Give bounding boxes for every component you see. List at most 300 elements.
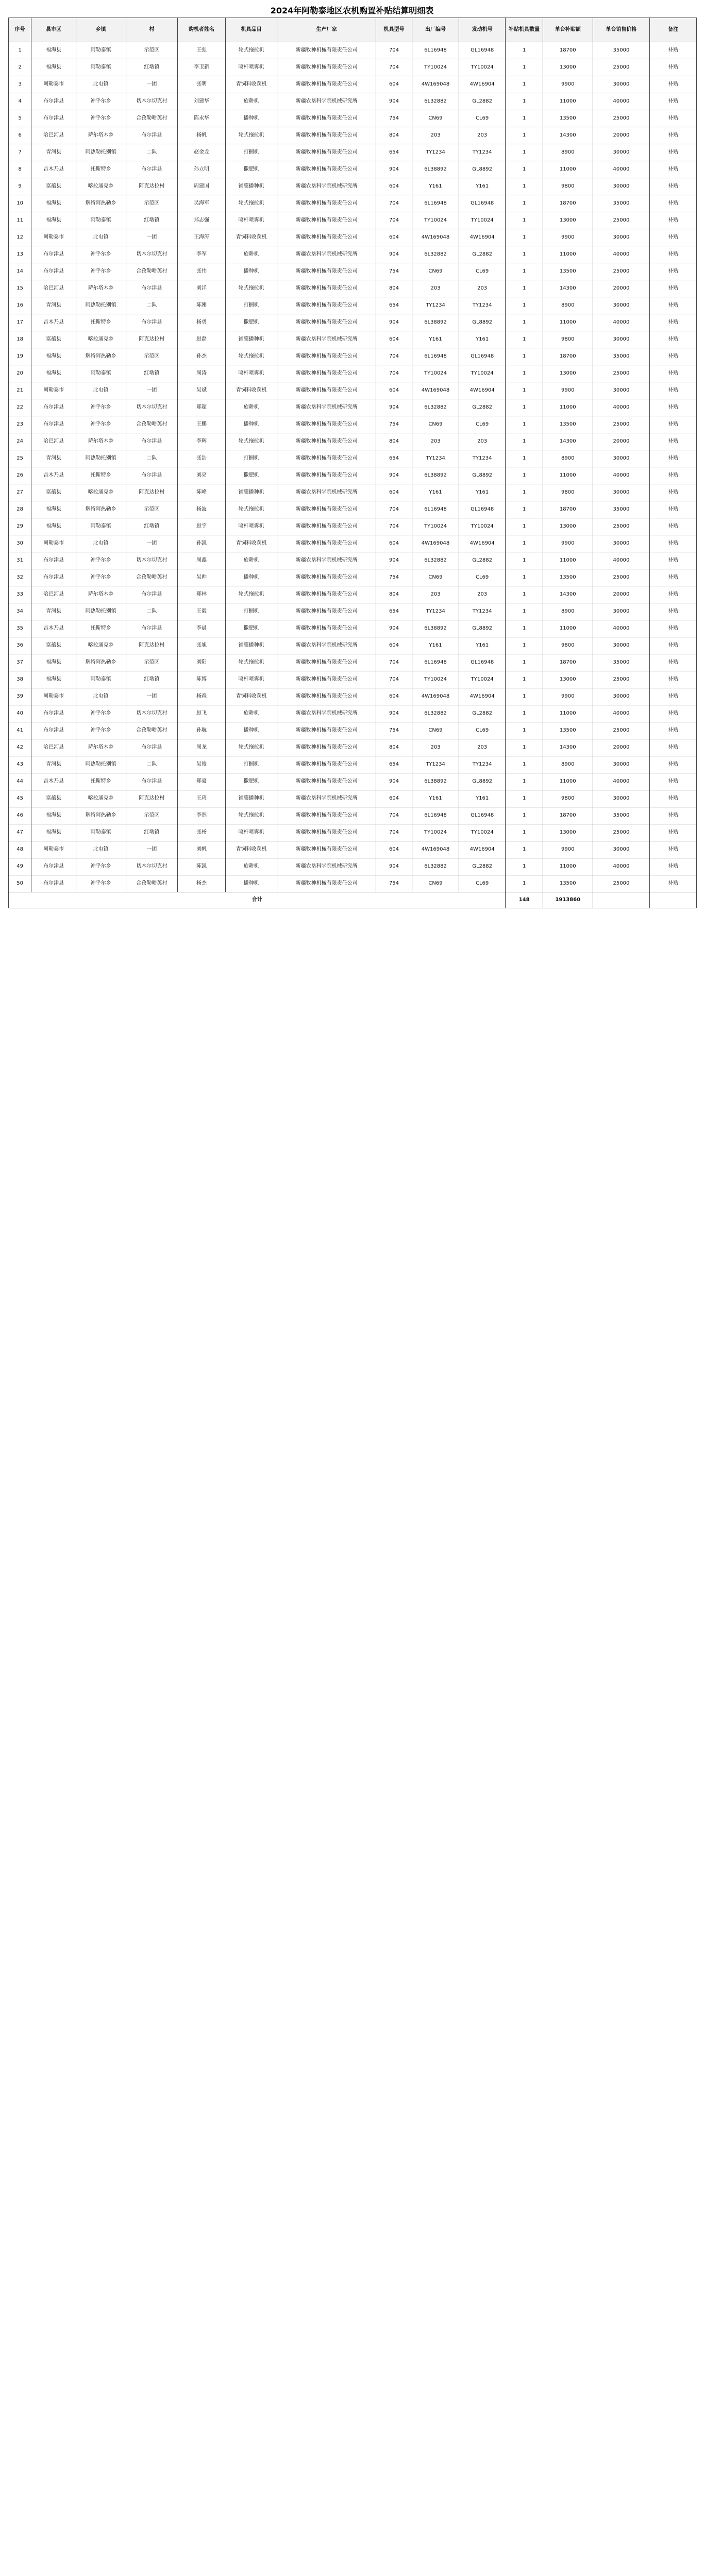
cell-engine: CL69 (459, 569, 506, 586)
cell-engine: GL8892 (459, 773, 506, 790)
cell-buyer: 张浩 (178, 450, 226, 467)
cell-town: 北屯镇 (76, 841, 126, 858)
cell-engine: Y161 (459, 178, 506, 195)
cell-seq: 15 (9, 280, 31, 297)
cell-subsidy: 11000 (543, 161, 593, 178)
cell-buyer: 刘亮 (178, 467, 226, 484)
cell-seq: 21 (9, 382, 31, 399)
cell-qty: 1 (506, 620, 543, 637)
cell-engine: CL69 (459, 263, 506, 280)
cell-village: 合孜勒哈英村 (126, 263, 178, 280)
cell-seq: 24 (9, 433, 31, 450)
cell-price: 35000 (593, 501, 650, 518)
cell-subsidy: 9800 (543, 790, 593, 807)
cell-remark: 补贴 (650, 807, 697, 824)
cell-serial: 6L38892 (412, 161, 459, 178)
cell-town: 冲乎尔乡 (76, 399, 126, 416)
cell-serial: TY1234 (412, 603, 459, 620)
cell-serial: 6L32882 (412, 552, 459, 569)
cell-maker: 新疆牧神机械有限责任公司 (277, 450, 376, 467)
cell-town: 阿热勒托别镇 (76, 756, 126, 773)
cell-machine: 青饲料收获机 (225, 841, 277, 858)
cell-serial: 6L32882 (412, 399, 459, 416)
cell-qty: 1 (506, 263, 543, 280)
cell-maker: 新疆牧神机械有限责任公司 (277, 688, 376, 705)
cell-county: 吉木乃县 (31, 773, 76, 790)
cell-engine: 4W16904 (459, 841, 506, 858)
cell-model: 654 (376, 603, 412, 620)
cell-town: 喀拉通克乡 (76, 331, 126, 348)
cell-machine: 旋耕机 (225, 552, 277, 569)
cell-maker: 新疆农垦科学院机械研究所 (277, 93, 376, 110)
cell-remark: 补贴 (650, 382, 697, 399)
cell-price: 30000 (593, 450, 650, 467)
cell-seq: 4 (9, 93, 31, 110)
cell-seq: 29 (9, 518, 31, 535)
cell-remark: 补贴 (650, 42, 697, 59)
cell-village: 红墩镇 (126, 365, 178, 382)
cell-engine: 4W16904 (459, 382, 506, 399)
cell-county: 富蕴县 (31, 331, 76, 348)
table-row (9, 280, 697, 297)
cell-engine: TY10024 (459, 365, 506, 382)
cell-engine: Y161 (459, 484, 506, 501)
cell-town: 阿勒泰镇 (76, 59, 126, 76)
table-row (9, 773, 697, 790)
cell-village: 布尔津县 (126, 314, 178, 331)
cell-village: 布尔津县 (126, 280, 178, 297)
cell-maker: 新疆农垦科学院机械研究所 (277, 705, 376, 722)
cell-seq: 13 (9, 246, 31, 263)
table-row (9, 841, 697, 858)
cell-qty: 1 (506, 603, 543, 620)
cell-remark: 补贴 (650, 110, 697, 127)
cell-machine: 打捆机 (225, 603, 277, 620)
cell-town: 冲乎尔乡 (76, 416, 126, 433)
cell-model: 654 (376, 450, 412, 467)
cell-price: 20000 (593, 739, 650, 756)
table-row (9, 535, 697, 552)
cell-county: 布尔津县 (31, 246, 76, 263)
cell-machine: 播种机 (225, 263, 277, 280)
cell-buyer: 刘阳 (178, 654, 226, 671)
cell-machine: 打捆机 (225, 144, 277, 161)
cell-town: 萨尔塔木乡 (76, 433, 126, 450)
cell-price: 20000 (593, 127, 650, 144)
cell-village: 阿克达拉村 (126, 331, 178, 348)
cell-village: 合孜勒哈英村 (126, 110, 178, 127)
cell-maker: 新疆牧神机械有限责任公司 (277, 773, 376, 790)
cell-buyer: 赵金龙 (178, 144, 226, 161)
cell-qty: 1 (506, 875, 543, 892)
cell-buyer: 杨帆 (178, 127, 226, 144)
cell-town: 阿热勒托别镇 (76, 450, 126, 467)
table-row (9, 59, 697, 76)
cell-qty: 1 (506, 722, 543, 739)
cell-remark: 补贴 (650, 433, 697, 450)
cell-maker: 新疆牧神机械有限责任公司 (277, 467, 376, 484)
col-serial: 出厂编号 (412, 18, 459, 42)
cell-village: 示范区 (126, 654, 178, 671)
cell-qty: 1 (506, 110, 543, 127)
cell-subsidy: 11000 (543, 467, 593, 484)
cell-serial: 6L16948 (412, 501, 459, 518)
cell-qty: 1 (506, 484, 543, 501)
cell-serial: TY1234 (412, 450, 459, 467)
cell-price: 30000 (593, 841, 650, 858)
cell-model: 754 (376, 263, 412, 280)
cell-price: 30000 (593, 603, 650, 620)
cell-maker: 新疆牧神机械有限责任公司 (277, 416, 376, 433)
cell-remark: 补贴 (650, 586, 697, 603)
cell-remark: 补贴 (650, 365, 697, 382)
cell-county: 阿勒泰市 (31, 229, 76, 246)
cell-buyer: 郑林 (178, 586, 226, 603)
cell-model: 654 (376, 297, 412, 314)
cell-model: 904 (376, 467, 412, 484)
cell-price: 40000 (593, 620, 650, 637)
cell-engine: 203 (459, 433, 506, 450)
total-row (9, 892, 697, 908)
cell-subsidy: 18700 (543, 807, 593, 824)
cell-machine: 青饲料收获机 (225, 76, 277, 93)
cell-maker: 新疆牧神机械有限责任公司 (277, 654, 376, 671)
cell-model: 604 (376, 841, 412, 858)
cell-county: 阿勒泰市 (31, 688, 76, 705)
cell-qty: 1 (506, 671, 543, 688)
cell-subsidy: 13500 (543, 569, 593, 586)
cell-qty: 1 (506, 637, 543, 654)
cell-seq: 9 (9, 178, 31, 195)
cell-serial: 6L16948 (412, 654, 459, 671)
cell-county: 青河县 (31, 144, 76, 161)
cell-village: 切木尔切克村 (126, 858, 178, 875)
table-row (9, 518, 697, 535)
table-row (9, 875, 697, 892)
cell-engine: GL8892 (459, 467, 506, 484)
cell-price: 25000 (593, 824, 650, 841)
cell-machine: 铺膜播种机 (225, 178, 277, 195)
cell-machine: 打捆机 (225, 756, 277, 773)
cell-serial: TY10024 (412, 824, 459, 841)
cell-model: 804 (376, 586, 412, 603)
cell-county: 福海县 (31, 348, 76, 365)
cell-price: 25000 (593, 569, 650, 586)
total-quantity: 148 (506, 892, 543, 908)
cell-serial: 6L32882 (412, 705, 459, 722)
table-row (9, 807, 697, 824)
table-row (9, 450, 697, 467)
cell-subsidy: 14300 (543, 739, 593, 756)
cell-maker: 新疆牧神机械有限责任公司 (277, 365, 376, 382)
cell-serial: 203 (412, 127, 459, 144)
cell-village: 红墩镇 (126, 824, 178, 841)
cell-model: 904 (376, 858, 412, 875)
cell-price: 40000 (593, 705, 650, 722)
table-row (9, 467, 697, 484)
cell-serial: TY10024 (412, 365, 459, 382)
cell-town: 冲乎尔乡 (76, 858, 126, 875)
cell-seq: 43 (9, 756, 31, 773)
cell-seq: 6 (9, 127, 31, 144)
cell-model: 704 (376, 518, 412, 535)
cell-engine: TY10024 (459, 824, 506, 841)
cell-village: 合孜勒哈英村 (126, 722, 178, 739)
cell-price: 25000 (593, 518, 650, 535)
cell-seq: 38 (9, 671, 31, 688)
cell-buyer: 周建国 (178, 178, 226, 195)
cell-machine: 轮式拖拉机 (225, 42, 277, 59)
cell-village: 布尔津县 (126, 127, 178, 144)
cell-seq: 40 (9, 705, 31, 722)
cell-maker: 新疆农垦科学院机械研究所 (277, 331, 376, 348)
cell-village: 红墩镇 (126, 671, 178, 688)
cell-village: 一团 (126, 841, 178, 858)
cell-machine: 喷杆喷雾机 (225, 59, 277, 76)
cell-seq: 30 (9, 535, 31, 552)
cell-qty: 1 (506, 42, 543, 59)
cell-maker: 新疆牧神机械有限责任公司 (277, 518, 376, 535)
cell-buyer: 王海涛 (178, 229, 226, 246)
cell-buyer: 陈峰 (178, 484, 226, 501)
cell-village: 红墩镇 (126, 518, 178, 535)
cell-seq: 49 (9, 858, 31, 875)
cell-seq: 10 (9, 195, 31, 212)
cell-engine: GL2882 (459, 246, 506, 263)
cell-model: 754 (376, 569, 412, 586)
cell-engine: CL69 (459, 722, 506, 739)
cell-machine: 播种机 (225, 722, 277, 739)
cell-remark: 补贴 (650, 144, 697, 161)
cell-serial: 6L38892 (412, 620, 459, 637)
cell-serial: 6L32882 (412, 858, 459, 875)
cell-subsidy: 8900 (543, 603, 593, 620)
cell-buyer: 周涛 (178, 365, 226, 382)
cell-remark: 补贴 (650, 603, 697, 620)
cell-county: 哈巴河县 (31, 739, 76, 756)
cell-model: 604 (376, 178, 412, 195)
cell-county: 哈巴河县 (31, 280, 76, 297)
cell-engine: GL2882 (459, 93, 506, 110)
cell-buyer: 吴海军 (178, 195, 226, 212)
cell-village: 合孜勒哈英村 (126, 416, 178, 433)
cell-subsidy: 13500 (543, 722, 593, 739)
cell-serial: CN69 (412, 569, 459, 586)
cell-price: 35000 (593, 807, 650, 824)
cell-seq: 16 (9, 297, 31, 314)
cell-machine: 铺膜播种机 (225, 790, 277, 807)
cell-buyer: 杨波 (178, 501, 226, 518)
cell-buyer: 李军 (178, 246, 226, 263)
cell-qty: 1 (506, 467, 543, 484)
cell-subsidy: 13000 (543, 824, 593, 841)
cell-town: 托斯特乡 (76, 161, 126, 178)
cell-buyer: 刘建华 (178, 93, 226, 110)
cell-buyer: 陈永华 (178, 110, 226, 127)
cell-qty: 1 (506, 76, 543, 93)
cell-town: 冲乎尔乡 (76, 552, 126, 569)
cell-serial: CN69 (412, 875, 459, 892)
cell-engine: TY1234 (459, 756, 506, 773)
cell-model: 754 (376, 722, 412, 739)
cell-subsidy: 9800 (543, 178, 593, 195)
cell-county: 福海县 (31, 212, 76, 229)
cell-machine: 铺膜播种机 (225, 331, 277, 348)
cell-machine: 喷杆喷雾机 (225, 365, 277, 382)
cell-maker: 新疆牧神机械有限责任公司 (277, 110, 376, 127)
cell-serial: 4W169048 (412, 688, 459, 705)
cell-subsidy: 13000 (543, 212, 593, 229)
cell-machine: 青饲料收获机 (225, 688, 277, 705)
cell-serial: 6L38892 (412, 773, 459, 790)
cell-serial: 203 (412, 586, 459, 603)
cell-village: 二队 (126, 144, 178, 161)
cell-buyer: 杨森 (178, 688, 226, 705)
cell-price: 30000 (593, 178, 650, 195)
cell-machine: 打捆机 (225, 450, 277, 467)
cell-seq: 36 (9, 637, 31, 654)
cell-model: 704 (376, 807, 412, 824)
cell-county: 布尔津县 (31, 399, 76, 416)
cell-price: 30000 (593, 382, 650, 399)
cell-village: 一团 (126, 382, 178, 399)
cell-qty: 1 (506, 705, 543, 722)
cell-town: 萨尔塔木乡 (76, 739, 126, 756)
cell-engine: TY1234 (459, 297, 506, 314)
cell-engine: 203 (459, 280, 506, 297)
cell-subsidy: 13500 (543, 110, 593, 127)
total-remark-empty (650, 892, 697, 908)
cell-remark: 补贴 (650, 756, 697, 773)
cell-subsidy: 13500 (543, 875, 593, 892)
cell-seq: 32 (9, 569, 31, 586)
cell-qty: 1 (506, 841, 543, 858)
cell-town: 喀拉通克乡 (76, 637, 126, 654)
cell-remark: 补贴 (650, 654, 697, 671)
cell-county: 富蕴县 (31, 178, 76, 195)
cell-town: 阿热勒托别镇 (76, 297, 126, 314)
cell-serial: 6L16948 (412, 42, 459, 59)
table-row (9, 263, 697, 280)
cell-county: 福海县 (31, 501, 76, 518)
cell-town: 冲乎尔乡 (76, 110, 126, 127)
table-row (9, 399, 697, 416)
cell-model: 804 (376, 433, 412, 450)
cell-model: 704 (376, 365, 412, 382)
cell-machine: 旋耕机 (225, 93, 277, 110)
table-row (9, 212, 697, 229)
cell-engine: GL16948 (459, 42, 506, 59)
cell-remark: 补贴 (650, 280, 697, 297)
cell-price: 30000 (593, 535, 650, 552)
cell-price: 40000 (593, 246, 650, 263)
table-row (9, 484, 697, 501)
cell-remark: 补贴 (650, 535, 697, 552)
document-title: 2024年阿勒泰地区农机购置补贴结算明细表 (270, 6, 434, 15)
cell-qty: 1 (506, 59, 543, 76)
cell-subsidy: 18700 (543, 654, 593, 671)
cell-price: 30000 (593, 331, 650, 348)
cell-town: 北屯镇 (76, 535, 126, 552)
cell-machine: 轮式拖拉机 (225, 739, 277, 756)
cell-engine: GL16948 (459, 501, 506, 518)
table-row (9, 824, 697, 841)
cell-machine: 旋耕机 (225, 246, 277, 263)
table-row (9, 331, 697, 348)
table-row (9, 739, 697, 756)
cell-town: 冲乎尔乡 (76, 722, 126, 739)
table-row (9, 433, 697, 450)
cell-maker: 新疆牧神机械有限责任公司 (277, 841, 376, 858)
table-row (9, 297, 697, 314)
cell-village: 阿克达拉村 (126, 178, 178, 195)
cell-price: 25000 (593, 365, 650, 382)
cell-model: 804 (376, 739, 412, 756)
table-row (9, 178, 697, 195)
table-row (9, 246, 697, 263)
cell-engine: Y161 (459, 331, 506, 348)
cell-qty: 1 (506, 127, 543, 144)
cell-village: 布尔津县 (126, 586, 178, 603)
table-row (9, 552, 697, 569)
cell-engine: TY10024 (459, 518, 506, 535)
cell-maker: 新疆农垦科学院机械研究所 (277, 552, 376, 569)
cell-price: 20000 (593, 586, 650, 603)
cell-engine: CL69 (459, 875, 506, 892)
cell-machine: 轮式拖拉机 (225, 348, 277, 365)
cell-subsidy: 11000 (543, 399, 593, 416)
cell-buyer: 孙立明 (178, 161, 226, 178)
cell-town: 冲乎尔乡 (76, 875, 126, 892)
cell-machine: 轮式拖拉机 (225, 501, 277, 518)
cell-seq: 22 (9, 399, 31, 416)
cell-buyer: 杨勇 (178, 314, 226, 331)
cell-engine: Y161 (459, 790, 506, 807)
cell-seq: 47 (9, 824, 31, 841)
cell-subsidy: 13500 (543, 416, 593, 433)
cell-county: 青河县 (31, 297, 76, 314)
table-row (9, 161, 697, 178)
cell-buyer: 王琦 (178, 790, 226, 807)
cell-serial: 6L38892 (412, 314, 459, 331)
cell-county: 阿勒泰市 (31, 76, 76, 93)
cell-seq: 42 (9, 739, 31, 756)
cell-buyer: 周鑫 (178, 552, 226, 569)
cell-maker: 新疆牧神机械有限责任公司 (277, 195, 376, 212)
cell-engine: Y161 (459, 637, 506, 654)
cell-price: 40000 (593, 399, 650, 416)
cell-buyer: 张伟 (178, 263, 226, 280)
cell-qty: 1 (506, 93, 543, 110)
cell-village: 合孜勒哈英村 (126, 875, 178, 892)
col-subsidy: 单台补贴额 (543, 18, 593, 42)
cell-price: 25000 (593, 212, 650, 229)
cell-qty: 1 (506, 807, 543, 824)
cell-town: 托斯特乡 (76, 314, 126, 331)
cell-village: 一团 (126, 688, 178, 705)
cell-town: 解特阿热勒乡 (76, 195, 126, 212)
cell-machine: 播种机 (225, 110, 277, 127)
cell-subsidy: 9900 (543, 688, 593, 705)
cell-town: 北屯镇 (76, 382, 126, 399)
cell-price: 25000 (593, 875, 650, 892)
cell-machine: 喷杆喷雾机 (225, 671, 277, 688)
cell-price: 40000 (593, 858, 650, 875)
cell-seq: 12 (9, 229, 31, 246)
cell-remark: 补贴 (650, 688, 697, 705)
cell-model: 704 (376, 195, 412, 212)
cell-county: 布尔津县 (31, 93, 76, 110)
